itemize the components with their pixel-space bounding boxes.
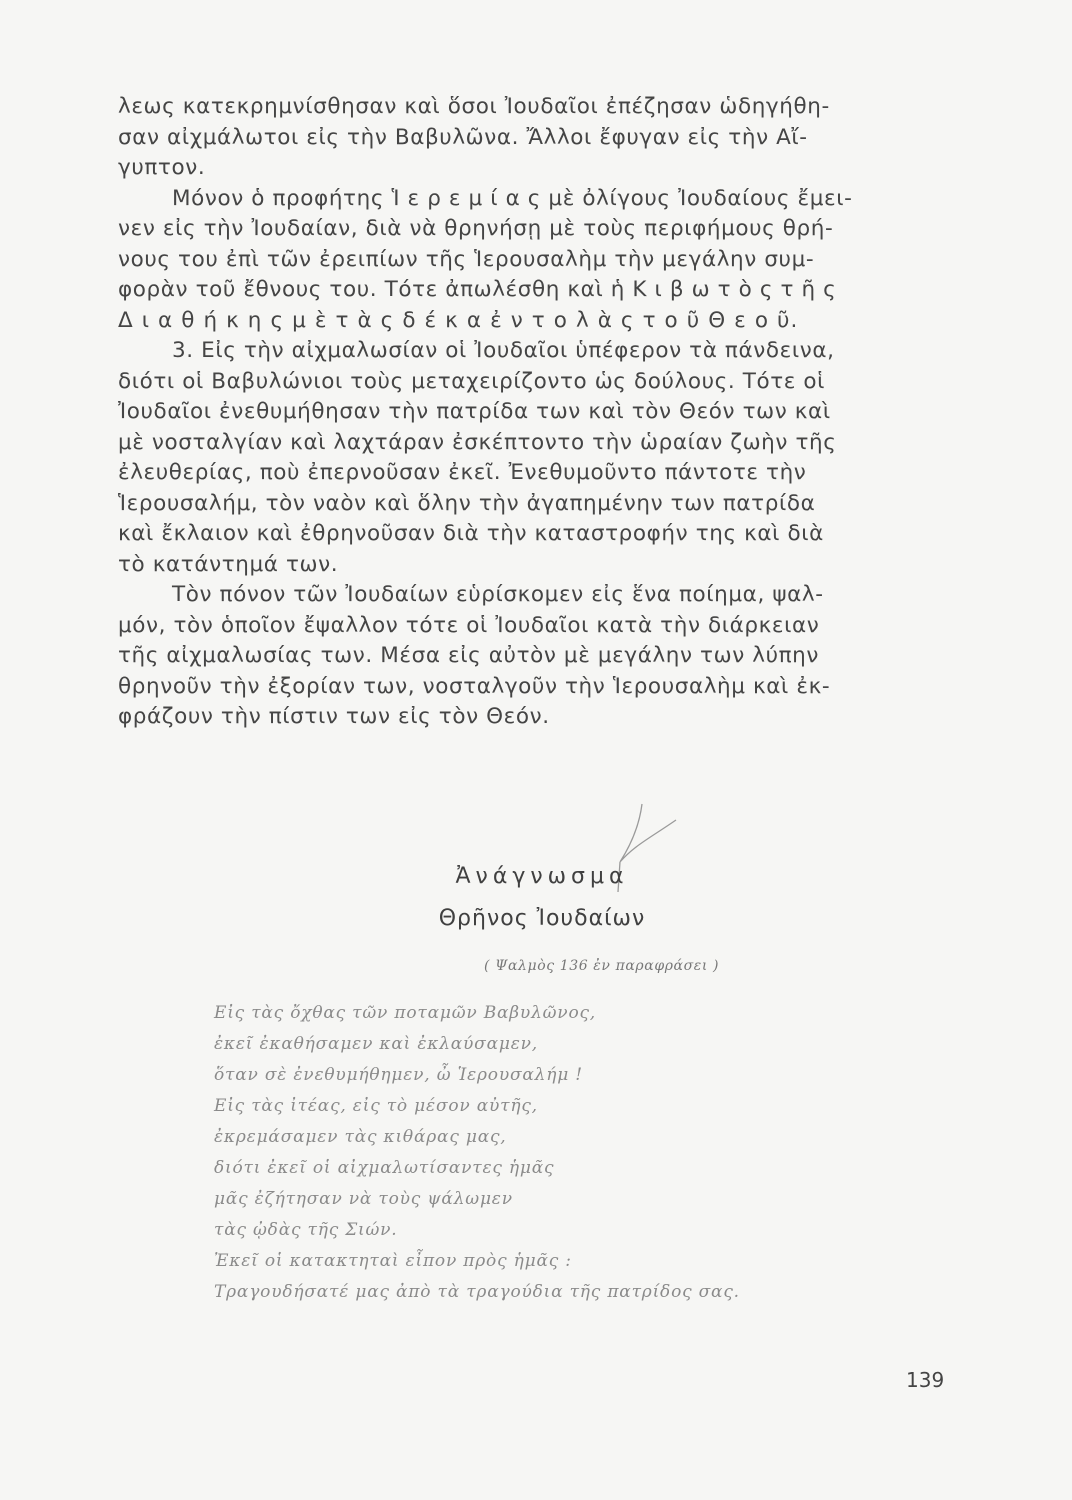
body-line: διότι οἱ Βαβυλώνιοι τοὺς μεταχειρίζοντο ὡς δούλους. Τότε οἱ xyxy=(118,368,826,394)
body-line: σαν αἰχμάλωτοι εἰς τὴν Βαβυλῶνα. Ἄλλοι ἔφυγαν εἰς τὴν Αἴ- xyxy=(118,124,808,150)
body-line: Ἱερουσαλήμ, τὸν ναὸν καὶ ὅλην τὴν ἀγαπημένην των πατρίδα xyxy=(118,490,816,516)
body-line: Δ ι α θ ή κ η ς μ ὲ τ ὰ ς δ έ κ α ἐ ν τ ο λ ὰ ς τ ο ῦ Θ ε ο ῦ. xyxy=(118,307,799,333)
poem-line: Εἰς τὰς ὄχθας τῶν ποταμῶν Βαβυλῶνος, xyxy=(214,1003,596,1023)
body-text xyxy=(118,92,938,733)
body-line: Ἰουδαῖοι ἐνεθυμήθησαν τὴν πατρίδα των καὶ τὸν Θεόν των καὶ xyxy=(118,399,831,424)
body-line: μὲ νοσταλγίαν καὶ λαχτάραν ἐσκέπτοντο τὴν ὡραίαν ζωὴν τῆς xyxy=(118,429,837,455)
body-line: λεως κατεκρημνίσθησαν καὶ ὅσοι Ἰουδαῖοι ἐπέζησαν ὡδηγήθη- xyxy=(118,94,830,119)
poem-line: ἐκεῖ ἐκαθήσαμεν καὶ ἐκλαύσαμεν, xyxy=(214,1034,538,1054)
poem-line: Ἐκεῖ οἱ κατακτηταὶ εἶπον πρὸς ἡμᾶς : xyxy=(214,1251,572,1271)
poem-line: ἐκρεμάσαμεν τὰς κιθάρας μας, xyxy=(214,1127,507,1147)
body-line: Τὸν πόνον τῶν Ἰουδαίων εὑρίσκομεν εἰς ἕνα ποίημα, ψαλ- xyxy=(172,582,824,607)
body-line: τὸ κατάντημά των. xyxy=(118,551,339,577)
body-line: ἐλευθερίας, ποὺ ἐπερνοῦσαν ἐκεῖ. Ἐνεθυμοῦντο πάντοτε τὴν xyxy=(118,460,807,485)
poem-line: Τραγουδήσατέ μας ἀπὸ τὰ τραγούδια τῆς πατρίδος σας. xyxy=(214,1282,740,1302)
body-line: Μόνον ὁ προφήτης Ἱ ε ρ ε μ ί α ς μὲ ὀλίγους Ἰουδαίους ἔμει- xyxy=(172,185,853,211)
body-line: 3. Εἰς τὴν αἰχμαλωσίαν οἱ Ἰουδαῖοι ὑπέφερον τὰ πάνδεινα, xyxy=(172,338,835,363)
poem-line: Εἰς τὰς ἰτέας, εἰς τὸ μέσον αὐτῆς, xyxy=(214,1096,538,1116)
body-line: φορὰν τοῦ ἔθνους του. Τότε ἀπωλέσθη καὶ ἡ Κ ι β ω τ ὸ ς τ ῆ ς xyxy=(118,277,837,302)
poem-line: διότι ἐκεῖ οἱ αἰχμαλωτίσαντες ἡμᾶς xyxy=(214,1158,555,1178)
body-line: νους του ἐπὶ τῶν ἐρειπίων τῆς Ἱερουσαλὴμ τὴν μεγάλην συμ- xyxy=(118,246,815,272)
poem xyxy=(214,998,914,1308)
body-line: καὶ ἔκλαιον καὶ ἐθρηνοῦσαν διὰ τὴν καταστροφήν της καὶ διὰ xyxy=(118,521,824,546)
poem-line: ὅταν σὲ ἐνεθυμήθημεν, ὦ Ἱερουσαλήμ ! xyxy=(214,1065,583,1085)
body-line: θρηνοῦν τὴν ἐξορίαν των, νοσταλγοῦν τὴν Ἱερουσαλὴμ καὶ ἐκ- xyxy=(118,673,831,699)
reading-source: ( Ψαλμὸς 136 ἐν παραφράσει ) xyxy=(484,958,720,974)
page-number: 139 xyxy=(906,1368,945,1392)
poem-line: μᾶς ἐζήτησαν νὰ τοὺς ψάλωμεν xyxy=(214,1189,513,1209)
body-line: νεν εἰς τὴν Ἰουδαίαν, διὰ νὰ θρηνήσῃ μὲ τοὺς περιφήμους θρή- xyxy=(118,216,834,241)
body-line: γυπτον. xyxy=(118,155,206,180)
poem-line: τὰς ᾠδὰς τῆς Σιών. xyxy=(214,1220,398,1240)
reading-subtitle: Θρῆνος Ἰουδαίων xyxy=(438,906,646,931)
body-line: φράζουν τὴν πίστιν των εἰς τὸν Θεόν. xyxy=(118,704,550,729)
reading-title: Ἀνάγνωσμα xyxy=(455,864,629,889)
body-line: τῆς αἰχμαλωσίας των. Μέσα εἰς αὐτὸν μὲ μεγάλην των λύπην xyxy=(118,643,819,668)
body-line: μόν, τὸν ὁποῖον ἔψαλλον τότε οἱ Ἰουδαῖοι κατὰ τὴν διάρκειαν xyxy=(118,612,820,638)
